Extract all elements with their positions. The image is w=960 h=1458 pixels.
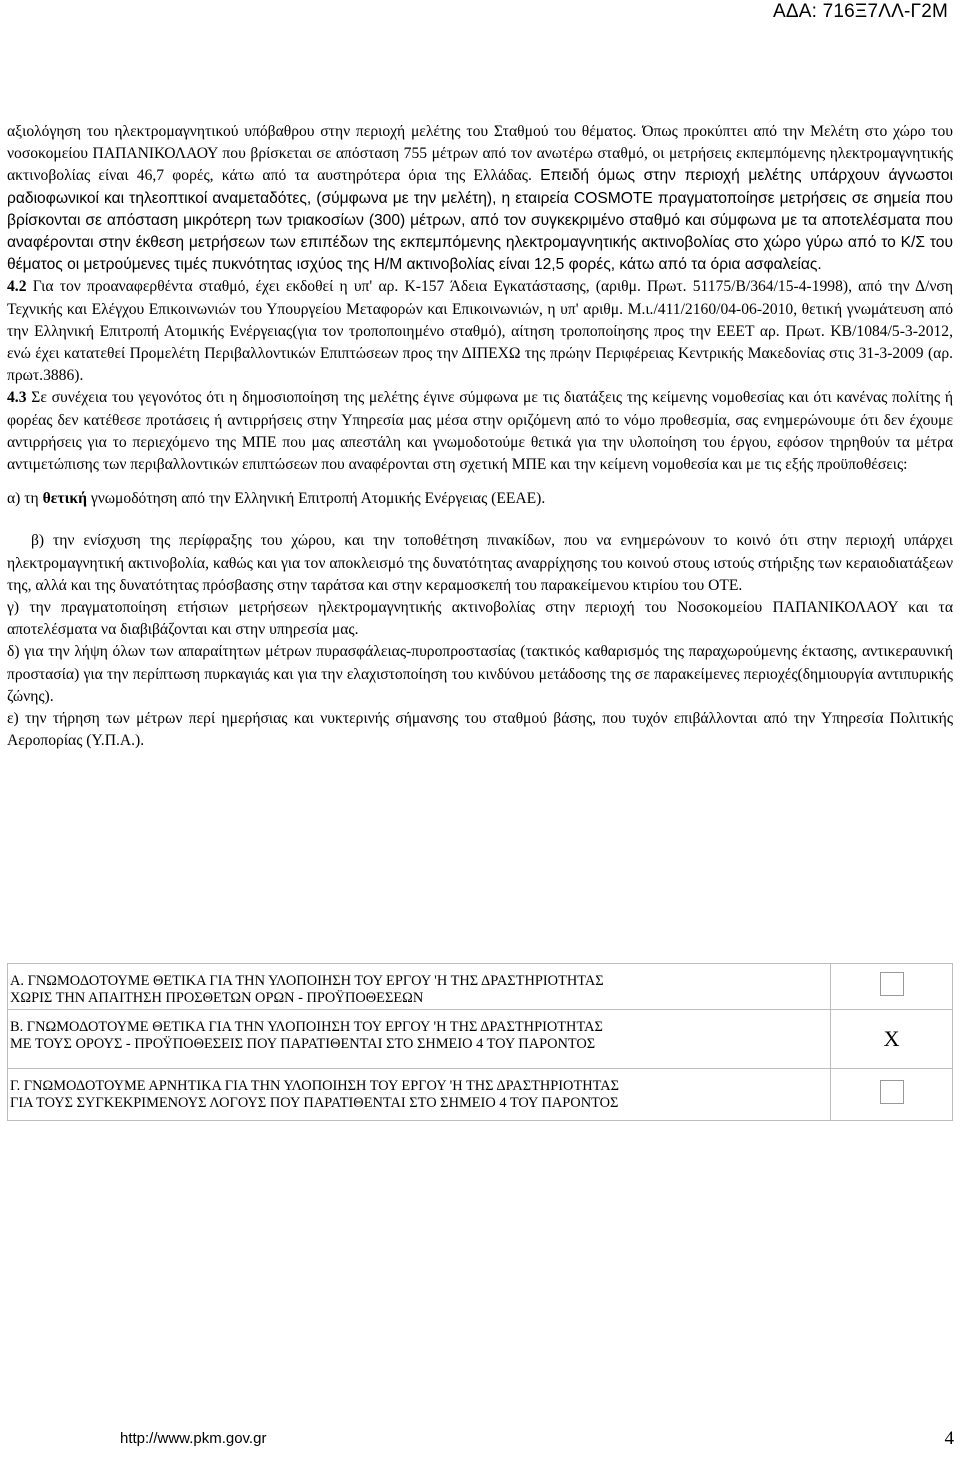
condition-d: δ) για την λήψη όλων των απαραίτητων μέτρων πυρασφάλειας-πυροπροστασίας (τακτικός καθαρισμός της παραχωρούμενης έκτασης, αντικεραυνική προστασία) για την περίπτωση πυρκαγιάς και για την ελαχιστοποίηση του κινδύνου μετάδοσης της σε παρακείμενες περιοχές(δημιουργία αντιπυρικής ζώνης).: [7, 643, 953, 705]
condition-a-bold: θετική: [42, 490, 87, 508]
section-4-3-text: Σε συνέχεια του γεγονότος ότι η δημοσιοποίηση της μελέτης έγινε σύμφωνα με τις διατάξεις της κείμενης νομοθεσίας και ότι κανένας πολίτης ή φορέας δεν κατέθεσε προτάσεις ή αντιρρήσεις στην Υπηρεσία μας μέσα στην οριζόμενη από το νόμο προθεσμία, σας ενημερώνουμε ότι δεν έχουμε αντιρρήσεις για το περιεχόμενο της ΜΠΕ που μας απεστάλη και γνωμοδοτούμε θετικά για την υλοποίηση του έργου, εφόσον τηρηθούν τα μέτρα αντιμετώπισης των περιβαλλοντικών επιπτώσεων που αναφέρονται στη σχετική ΜΠΕ και την κείμενη νομοθεσία και με τις εξής προϋποθέσεις:: [7, 389, 953, 474]
document-body: [7, 121, 953, 752]
option-row-b: [8, 1010, 953, 1069]
page-number: 4: [944, 1428, 954, 1449]
option-row-c: [8, 1069, 953, 1121]
option-c-checkbox-cell: [831, 1069, 953, 1121]
option-a-line1: Α. ΓΝΩΜΟΔΟΤΟΥΜΕ ΘΕΤΙΚΑ ΓΙΑ ΤΗΝ ΥΛΟΠΟΙΗΣΗ ΤΟΥ ΕΡΓΟΥ 'Η ΤΗΣ ΔΡΑΣΤΗΡΙΟΤΗΤΑΣ: [10, 973, 604, 989]
ada-code: ΑΔΑ: 716Ξ7ΛΛ-Γ2Μ: [773, 1, 948, 22]
option-b-line2: ΜΕ ΤΟΥΣ ΟΡΟΥΣ - ΠΡΟΫΠΟΘΕΣΕΙΣ ΠΟΥ ΠΑΡΑΤΙΘΕΝΤΑΙ ΣΤΟ ΣΗΜΕΙΟ 4 ΤΟΥ ΠΑΡΟΝΤΟΣ: [10, 1036, 596, 1052]
option-a-text: [8, 964, 831, 1010]
option-b-text: [8, 1010, 831, 1069]
option-a-checkbox-cell: [831, 964, 953, 1010]
section-4-2-number: 4.2: [7, 278, 27, 296]
option-row-a: [8, 964, 953, 1010]
option-a-line2: ΧΩΡΙΣ ΤΗΝ ΑΠΑΙΤΗΣΗ ΠΡΟΣΘΕΤΩΝ ΟΡΩΝ - ΠΡΟΫΠΟΘΕΣΕΩΝ: [10, 990, 424, 1006]
option-c-line2: ΓΙΑ ΤΟΥΣ ΣΥΓΚΕΚΡΙΜΕΝΟΥΣ ΛΟΓΟΥΣ ΠΟΥ ΠΑΡΑΤΙΘΕΝΤΑΙ ΣΤΟ ΣΗΜΕΙΟ 4 ΤΟΥ ΠΑΡΟΝΤΟΣ: [10, 1095, 619, 1111]
condition-a-prefix: α) τη: [7, 490, 43, 508]
option-c-checkbox[interactable]: [880, 1080, 904, 1104]
condition-a: [7, 488, 953, 510]
option-c-text: [8, 1069, 831, 1121]
section-4-2-text: Για τον προαναφερθέντα σταθμό, έχει εκδοθεί η υπ' αρ. Κ-157 Άδεια Εγκατάστασης, (αριθμ. Πρωτ. 51175/Β/364/15-4-1998), από την Δ/νση Τεχνικής και Ελέγχου Επικοινωνιών του Υπουργείου Μεταφορών και Επικοινωνιών, η υπ' αριθμ. Μ.ι./411/2160/04-06-2010, θετική γνωμάτευση από την Ελληνική Επιτροπή Ατομικής Ενέργειας(για τον τροποποιημένο σταθμό), αίτηση τροποποίησης προς την ΕΕΕΤ αρ. Πρωτ. ΚΒ/1084/5-3-2012, ενώ έχει κατατεθεί Προμελέτη Περιβαλλοντικών Επιπτώσεων προς την ΔΙΠΕΧΩ της πρώην Περιφέρειας Κεντρικής Μακεδονίας στις 31-3-2009 (αρ. πρωτ.3886).: [7, 278, 953, 385]
option-a-checkbox[interactable]: [880, 972, 904, 996]
section-4-2: [7, 276, 953, 387]
condition-e: ε) την τήρηση των μέτρων περί ημερήσιας και νυκτερινής σήμανσης του σταθμού βάσης, που τυχόν επιβάλλονται από την Υπηρεσία Πολιτικής Αεροπορίας (Υ.Π.Α.).: [7, 710, 953, 750]
option-b-checkbox-cell: [831, 1010, 953, 1069]
section-4-3-number: 4.3: [7, 389, 27, 407]
section-4-3: [7, 387, 953, 476]
option-b-line1: Β. ΓΝΩΜΟΔΟΤΟΥΜΕ ΘΕΤΙΚΑ ΓΙΑ ΤΗΝ ΥΛΟΠΟΙΗΣΗ ΤΟΥ ΕΡΓΟΥ 'Η ΤΗΣ ΔΡΑΣΤΗΡΙΟΤΗΤΑΣ: [10, 1019, 603, 1035]
condition-c: γ) την πραγματοποίηση ετήσιων μετρήσεων ηλεκτρομαγνητικής ακτινοβολίας στην περιοχή του Νοσοκομείου ΠΑΠΑΝΙΚΟΛΑΟΥ και τα αποτελέσματα να διαβιβάζονται και στην υπηρεσία μας.: [7, 599, 953, 639]
opinion-options-table: [7, 963, 953, 1121]
option-c-line1: Γ. ΓΝΩΜΟΔΟΤΟΥΜΕ ΑΡΝΗΤΙΚΑ ΓΙΑ ΤΗΝ ΥΛΟΠΟΙΗΣΗ ΤΟΥ ΕΡΓΟΥ 'Η ΤΗΣ ΔΡΑΣΤΗΡΙΟΤΗΤΑΣ: [10, 1078, 620, 1094]
option-b-checkbox[interactable]: Χ: [880, 1027, 904, 1051]
paragraph-evaluation: [7, 121, 953, 276]
paragraph-evaluation-text: αξιολόγηση του ηλεκτρομαγνητικού υπόβαθρου στην περιοχή μελέτης του Σταθμού του θέματος. Όπως προκύπτει από την Μελέτη στο χώρο του νοσοκομείου ΠΑΠΑΝΙΚΟΛΑΟΥ που βρίσκεται σε απόσταση 755 μέτρων από τον ανωτέρω σταθμό, οι μετρήσεις εκπεμπόμενης ηλεκτρομαγνητικής ακτινοβολίας είναι 46,7 φορές, κάτω από τα αυστηρότερα όρια της Ελλάδας.: [7, 123, 953, 185]
condition-b: β) την ενίσχυση της περίφραξης του χώρου, και την τοποθέτηση πινακίδων, που να ενημερώνουν το κοινό ότι στην περιοχή υπάρχει ηλεκτρομαγνητική ακτινοβολία, καθώς και για τον αποκλεισμό της δυνατότητας αναρρίχησης του κοινού στους ιστούς στήριξης των κεραιοδιατάξεων της, αλλά και της δυνατότητας πρόσβασης στην ταράτσα και στην κεραμοσκεπή του παρακείμενου κτιρίου του ΟΤΕ.: [7, 532, 953, 594]
footer-url[interactable]: http://www.pkm.gov.gr: [120, 1430, 267, 1447]
paragraph-measurements-text: Επειδή όμως στην περιοχή μελέτης υπάρχουν άγνωστοι ραδιοφωνικοί και τηλεοπτικοί αναμεταδότες, (σύμφωνα με την μελέτη), η εταιρεία COSMOTE πραγματοποίησε μετρήσεις σε σημεία που βρίσκονται σε απόσταση μικρότερη των τριακοσίων (300) μέτρων, από τον συγκεκριμένο σταθμό και σύμφωνα με τα αποτελέσματα που αναφέρονται στην έκθεση μετρήσεων των επιπέδων της εκπεμπόμενης ηλεκτρομαγνητικής ακτινοβολίας στο χώρο γύρω από το Κ/Σ του θέματος οι μετρούμενες τιμές πυκνότητας ισχύος της Η/Μ ακτινοβολίας είναι 12,5 φορές, κάτω από τα όρια ασφαλείας.: [7, 167, 953, 274]
condition-a-suffix: γνωμοδότηση από την Ελληνική Επιτροπή Ατομικής Ενέργειας (ΕΕΑΕ).: [86, 490, 546, 508]
